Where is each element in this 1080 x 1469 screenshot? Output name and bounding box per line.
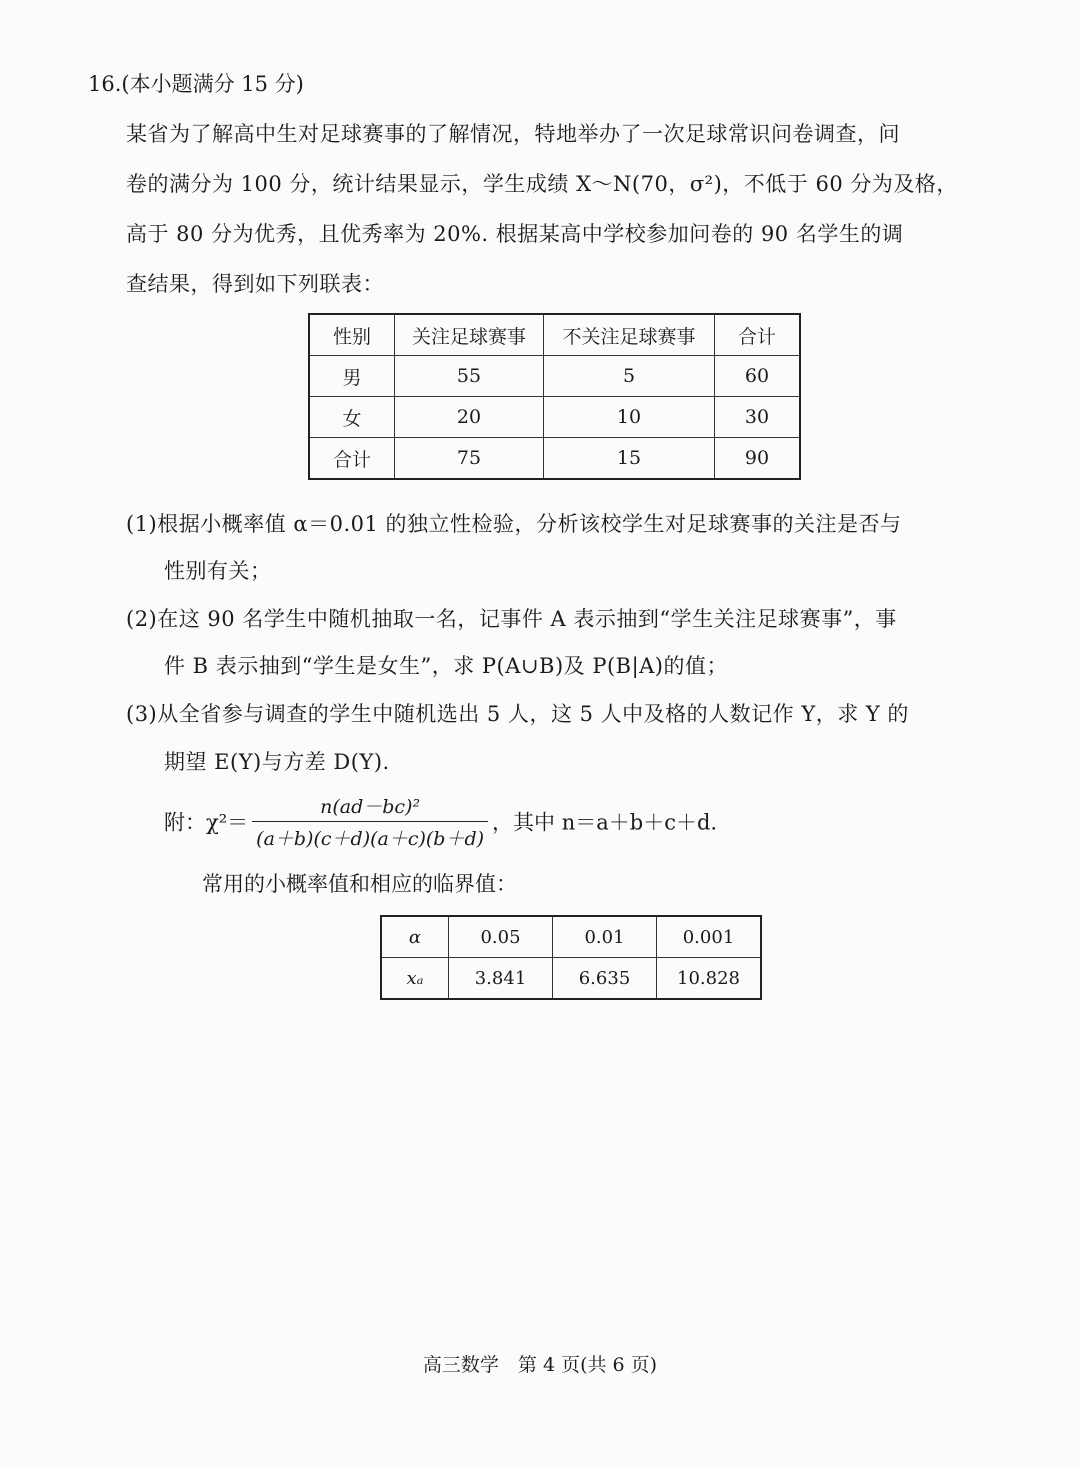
table-row (309, 397, 800, 438)
table-cell: 6.635 (553, 958, 657, 1000)
intro-line-1: 某省为了解高中生对足球赛事的了解情况，特地举办了一次足球常识问卷调查，问 (126, 122, 900, 146)
critical-caption: 常用的小概率值和相应的临界值： (202, 872, 517, 896)
question-2-line-2: 件 B 表示抽到“学生是女生”，求 P(A∪B)及 P(B|A)的值； (164, 654, 729, 678)
question-1-line-1: (1)根据小概率值 α＝0.01 的独立性检验，分析该校学生对足球赛事的关注是否与 (126, 512, 902, 536)
critical-value-table (380, 915, 762, 1000)
formula-suffix: ，其中 n＝a＋b＋c＋d. (492, 810, 718, 835)
table-cell: 0.01 (553, 916, 657, 958)
table-header-row (309, 314, 800, 356)
intro-line-3: 高于 80 分为优秀，且优秀率为 20%. 根据某高中学校参加问卷的 90 名学生的调 (126, 222, 904, 246)
table-cell: 30 (715, 397, 801, 438)
table-cell: α (381, 916, 449, 958)
table-cell: 0.001 (657, 916, 762, 958)
table-row (381, 958, 761, 1000)
table-cell: 合计 (309, 438, 395, 480)
formula-fraction (252, 792, 488, 851)
table-cell: 15 (544, 438, 715, 480)
formula-denominator: (a＋b)(c＋d)(a＋c)(b＋d) (252, 821, 488, 851)
contingency-table (308, 313, 801, 480)
page-footer: 高三数学 第 4 页(共 6 页) (422, 1354, 658, 1376)
intro-line-4: 查结果，得到如下列联表： (126, 272, 384, 296)
problem-score-note: (本小题满分 15 分) (121, 72, 304, 96)
question-3-line-1: (3)从全省参与调查的学生中随机选出 5 人，这 5 人中及格的人数记作 Y，求 Y 的 (126, 702, 909, 726)
problem-header (88, 68, 304, 98)
table-header-cell: 合计 (715, 314, 801, 356)
table-cell: 5 (544, 356, 715, 397)
formula-numerator: n(ad－bc)² (320, 796, 421, 818)
table-cell: 男 (309, 356, 395, 397)
table-header-cell: 关注足球赛事 (395, 314, 544, 356)
question-2-line-1: (2)在这 90 名学生中随机抽取一名，记事件 A 表示抽到“学生关注足球赛事”，事 (126, 607, 897, 631)
appendix-formula (164, 792, 717, 851)
table-cell: 10.828 (657, 958, 762, 1000)
table-row (381, 916, 761, 958)
problem-number: 16. (88, 72, 122, 96)
table-cell: 0.05 (449, 916, 553, 958)
table-cell: 10 (544, 397, 715, 438)
intro-line-2: 卷的满分为 100 分，统计结果显示，学生成绩 X～N(70，σ²)，不低于 60 分为及格， (126, 172, 958, 196)
table-cell: 3.841 (449, 958, 553, 1000)
table-cell: 20 (395, 397, 544, 438)
table-cell: 90 (715, 438, 801, 480)
question-3-line-2: 期望 E(Y)与方差 D(Y). (164, 750, 390, 774)
table-cell: 55 (395, 356, 544, 397)
table-header-cell: 性别 (309, 314, 395, 356)
question-1-line-2: 性别有关； (164, 559, 272, 583)
table-header-cell: 不关注足球赛事 (544, 314, 715, 356)
formula-prefix: 附：χ²＝ (164, 810, 249, 835)
table-cell: xₐ (381, 958, 449, 1000)
table-row (309, 356, 800, 397)
table-cell: 女 (309, 397, 395, 438)
table-cell: 75 (395, 438, 544, 480)
table-cell: 60 (715, 356, 801, 397)
table-row (309, 438, 800, 480)
